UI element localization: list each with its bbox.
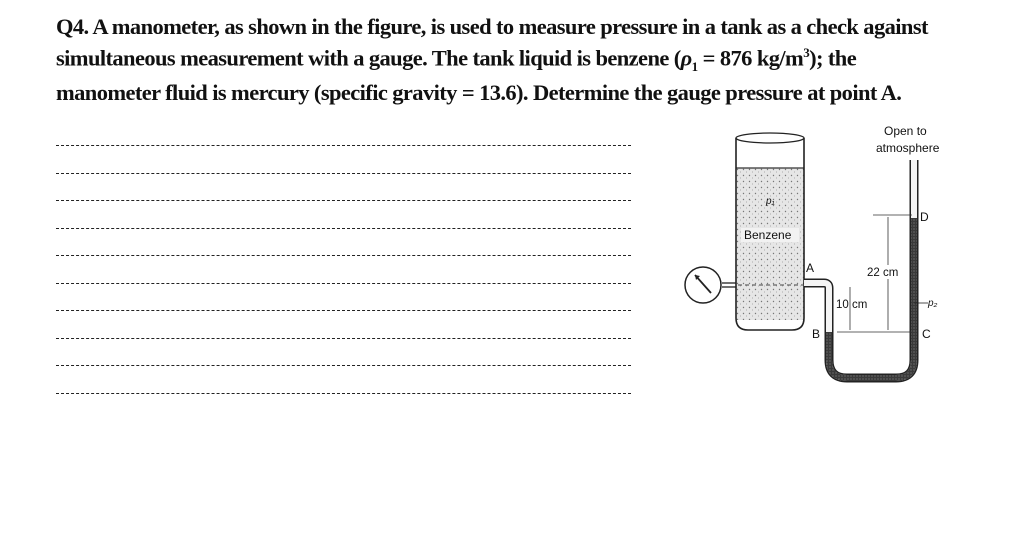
label-d: D [920, 210, 929, 224]
dim-10-label: 10 cm [836, 299, 868, 311]
manometer-figure [676, 120, 976, 390]
mercury-column [829, 218, 914, 378]
answer-line [56, 365, 631, 366]
answer-line [56, 310, 631, 311]
label-a: A [806, 261, 815, 275]
p1-label: p₁ [766, 196, 775, 207]
question-line-1: Q4. A manometer, as shown in the figure, is used to measure pressure in a tank as a check against [56, 14, 928, 39]
answer-line [56, 228, 631, 229]
answer-line [56, 338, 631, 339]
answer-line [56, 283, 631, 284]
rho-subscript: 1 [691, 59, 698, 74]
label-c: C [922, 327, 931, 341]
open-label-1: Open to [884, 124, 927, 138]
label-b: B [812, 327, 821, 341]
dim-22-label: 22 cm [867, 267, 899, 279]
benzene-label: Benzene [744, 228, 792, 242]
benzene-fill [736, 168, 804, 320]
question-line-2: simultaneous measurement with a gauge. The tank liquid is benzene ($\rho_1 = 876$ $kg/m^3$); the [56, 45, 857, 74]
cube-superscript: 3 [803, 45, 810, 60]
answer-lines [56, 145, 631, 420]
answer-line [56, 173, 631, 174]
tank-rim [736, 133, 804, 143]
p2-label: p₂ [928, 298, 938, 309]
pressure-gauge [685, 267, 736, 303]
benzene-tank [736, 133, 804, 330]
answer-line [56, 145, 631, 146]
answer-line [56, 200, 631, 201]
question-text [56, 14, 986, 106]
answer-line [56, 393, 631, 394]
answer-line [56, 255, 631, 256]
question-line-3: manometer fluid is mercury (specific gravity = 13.6). Determine the gauge pressure at point A. [56, 80, 902, 105]
open-label-2: atmosphere [876, 141, 940, 155]
rho-symbol: ρ [680, 45, 692, 71]
